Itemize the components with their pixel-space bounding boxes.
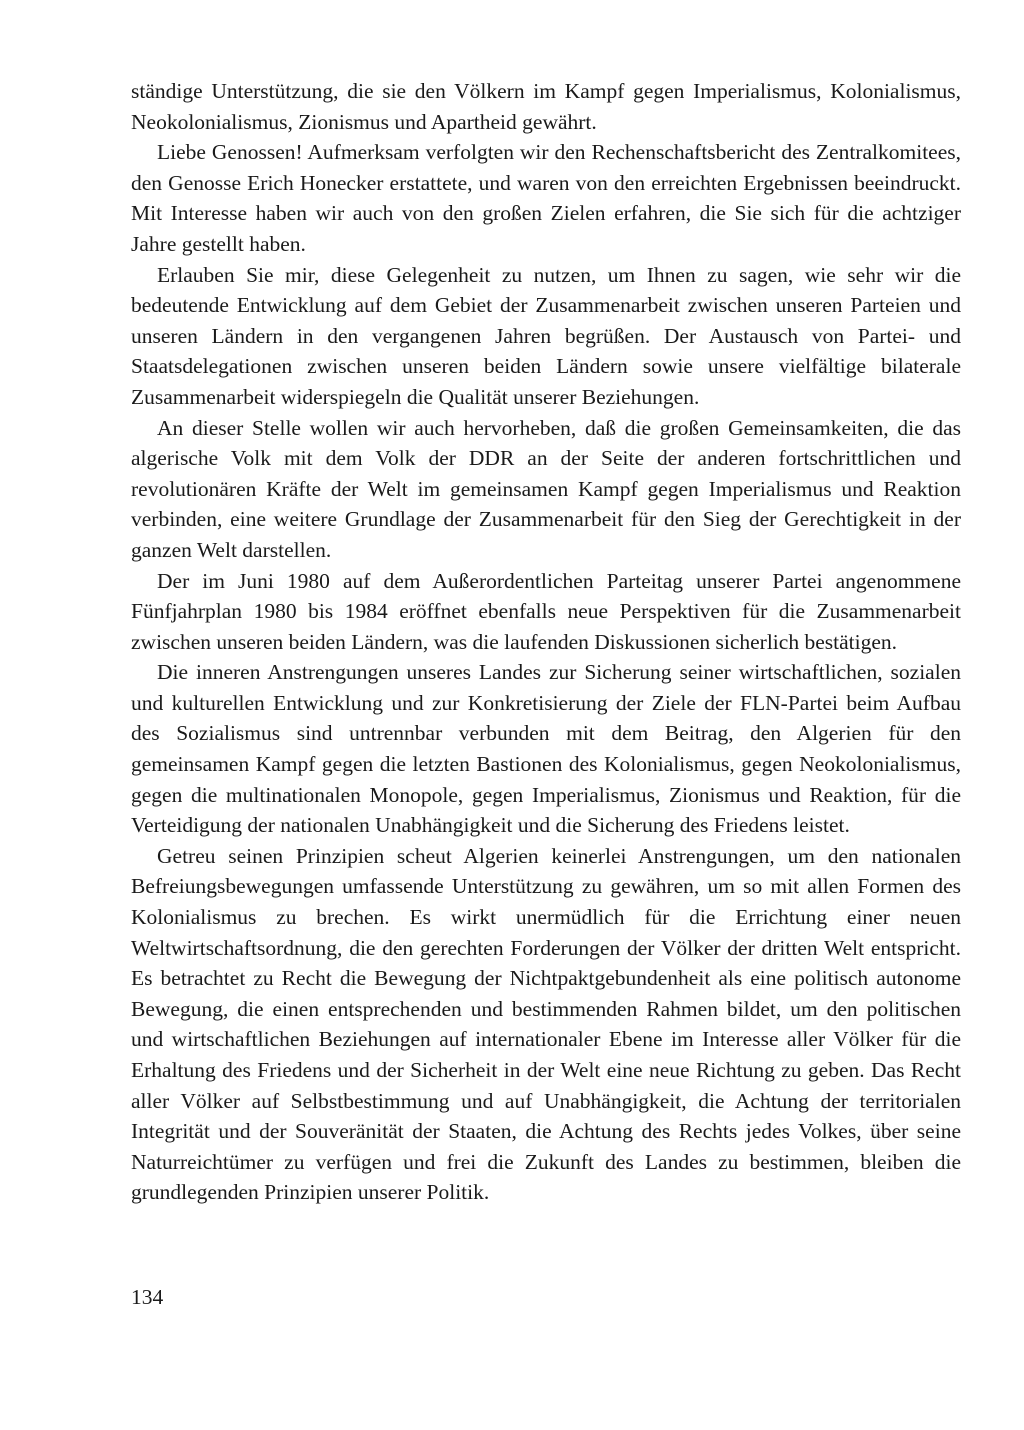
body-text [131, 76, 961, 1208]
paragraph-anstrengungen: Die inneren Anstrengungen unseres Landes zur Sicherung seiner wirtschaftlichen, sozialen und kulturellen Entwicklung und zur Konkretisierung der Ziele der FLN-Partei beim Aufbau des Sozialismus sind untrennbar verbunden mit dem Beitrag, den Algerien für den gemeinsamen Kampf gegen die letzten Bastionen des Kolonialismus, gegen Neokolonialismus, gegen die multinationalen Monopole, gegen Imperialismus, Zionismus und Reaktion, für die Verteidigung der nationalen Unabhängigkeit und die Sicherung des Friedens leistet. [131, 660, 961, 838]
page-number: 134 [131, 1285, 164, 1309]
paragraph-fuenfjahrplan: Der im Juni 1980 auf dem Außerordentlichen Parteitag unserer Partei angenommene Fünfjahrplan 1980 bis 1984 eröffnet ebenfalls neue Perspektiven für die Zusammenarbeit zwischen unseren beiden Ländern, was die laufenden Diskussionen sicherlich bestätigen. [131, 568, 961, 654]
paragraph-continuation: ständige Unterstützung, die sie den Völkern im Kampf gegen Imperialismus, Kolonialismus, Neokolonialismus, Zionismus und Apartheid gewährt. [131, 79, 961, 134]
paragraph-zusammenarbeit: Erlauben Sie mir, diese Gelegenheit zu nutzen, um Ihnen zu sagen, wie sehr wir die bedeutende Entwicklung auf dem Gebiet der Zusammenarbeit zwischen unseren Parteien und unseren Ländern in den vergangenen Jahren begrüßen. Der Austausch von Partei- und Staatsdelegationen zwischen unseren beiden Ländern sowie unsere vielfältige bilaterale Zusammenarbeit widerspiegeln die Qualität unserer Beziehungen. [131, 262, 961, 409]
paragraph-rechenschaftsbericht: Liebe Genossen! Aufmerksam verfolgten wir den Rechenschaftsbericht des Zentralkomitees, den Genosse Erich Honecker erstattete, und waren von den erreichten Ergebnissen beeindruckt. Mit Interesse haben wir auch von den großen Zielen erfahren, die Sie sich für die achtziger Jahre gestellt haben. [131, 140, 961, 256]
paragraph-prinzipien: Getreu seinen Prinzipien scheut Algerien keinerlei Anstrengungen, um den nationalen Befreiungsbewegungen umfassende Unterstützung zu gewähren, um so mit allen Formen des Kolonialismus zu brechen. Es wirkt unermüdlich für die Errichtung einer neuen Weltwirtschaftsordnung, die den gerechten Forderungen der Völker der dritten Welt entspricht. Es betrachtet zu Recht die Bewegung der Nichtpaktgebundenheit als eine politisch autonome Bewegung, die einen entsprechenden und bestimmenden Rahmen bildet, um den politischen und wirtschaftlichen Beziehungen auf internationaler Ebene im Interesse aller Völker für die Erhaltung des Friedens und der Sicherheit in der Welt eine neue Richtung zu geben. Das Recht aller Völker auf Selbstbestimmung und auf Unabhängigkeit, die Achtung der territorialen Integrität und der Souveränität der Staaten, die Achtung des Rechts jedes Volkes, über seine Naturreichtümer zu verfügen und frei die Zukunft des Landes zu bestimmen, bleiben die grundlegenden Prinzipien unserer Politik. [131, 843, 961, 1205]
paragraph-gemeinsamkeiten: An dieser Stelle wollen wir auch hervorheben, daß die großen Gemeinsamkeiten, die das algerische Volk mit dem Volk der DDR an der Seite der anderen fortschrittlichen und revolutionären Kräfte der Welt im gemeinsamen Kampf gegen Imperialismus und Reaktion verbinden, eine weitere Grundlage der Zusammenarbeit für den Sieg der Gerechtigkeit in der ganzen Welt darstellen. [131, 415, 961, 562]
